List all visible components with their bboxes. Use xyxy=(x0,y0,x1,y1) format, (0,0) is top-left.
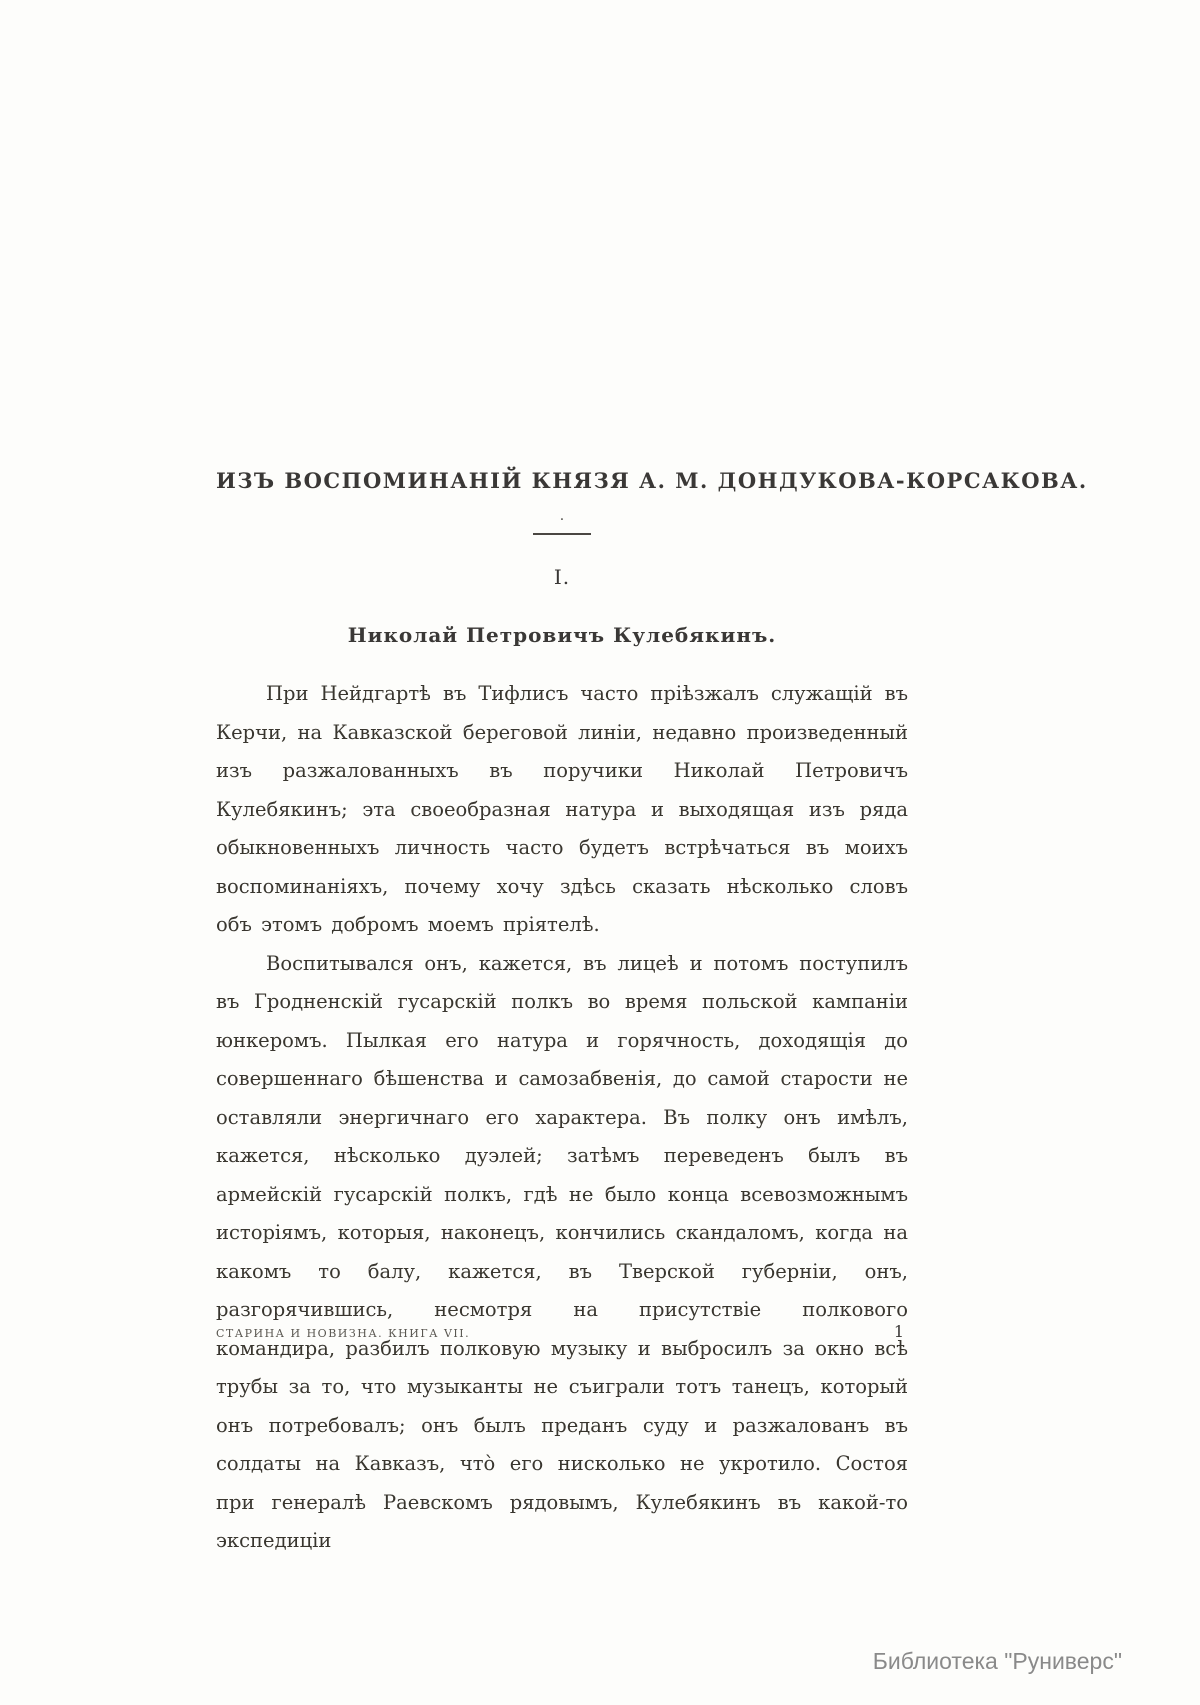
ornament-dot: · xyxy=(559,512,565,528)
library-watermark: Библиотека "Руниверс" xyxy=(872,1648,1122,1674)
body-text xyxy=(216,675,908,1561)
text-block xyxy=(216,468,1088,1561)
page-title: ИЗЪ ВОСПОМИНАНІЙ КНЯЗЯ А. М. ДОНДУКОВА-КОРСАКОВА. xyxy=(216,468,1088,493)
page-footer xyxy=(216,1322,908,1341)
footer-caption: СТАРИНА И НОВИЗНА. КНИГА VII. xyxy=(216,1327,471,1340)
chapter-title: Николай Петровичъ Кулебякинъ. xyxy=(347,623,777,647)
paragraph: При Нейдгартѣ въ Тифлисъ часто пріѣзжалъ служащій въ Керчи, на Кавказской береговой линіи, недавно произведенный изъ разжалованныхъ въ поручики Николай Петровичъ Кулебякинъ; эта своеобразная натура и выходящая изъ ряда обыкновенныхъ личность часто будетъ встрѣчаться въ моихъ воспоминаніяхъ, почему хочу здѣсь сказать нѣсколько словъ объ этомъ добромъ моемъ пріятелѣ. xyxy=(216,682,908,936)
title-divider-rule xyxy=(533,533,591,535)
page-number: 1 xyxy=(893,1322,904,1341)
paragraph: Воспитывался онъ, кажется, въ лицеѣ и потомъ поступилъ въ Гродненскій гусарскій полкъ во время польской кампаніи юнкеромъ. Пылкая его натура и горячность, доходящія до совершеннаго бѣшенства и самозабвенія, до самой старости не оставляли энергичнаго его характера. Въ полку онъ имѣлъ, кажется, нѣсколько дуэлей; затѣмъ переведенъ былъ въ армейскій гусарскій полкъ, гдѣ не было конца всевозможнымъ исторіямъ, которыя, наконецъ, кончились скандаломъ, когда на какомъ то балу, кажется, въ Тверской губерніи, онъ, разгорячившись, несмотря на присутствіе полкового командира, разбилъ полковую музыку и выбросилъ за окно всѣ трубы за то, что музыканты не съиграли тотъ танецъ, который онъ потребовалъ; онъ былъ преданъ суду и разжалованъ въ солдаты на Кавказъ, что̀ его нисколько не укротило. Состоя при генералѣ Раевскомъ рядовымъ, Кулебякинъ въ какой-то экспедиціи xyxy=(216,951,908,1552)
section-number: I. xyxy=(553,565,571,589)
